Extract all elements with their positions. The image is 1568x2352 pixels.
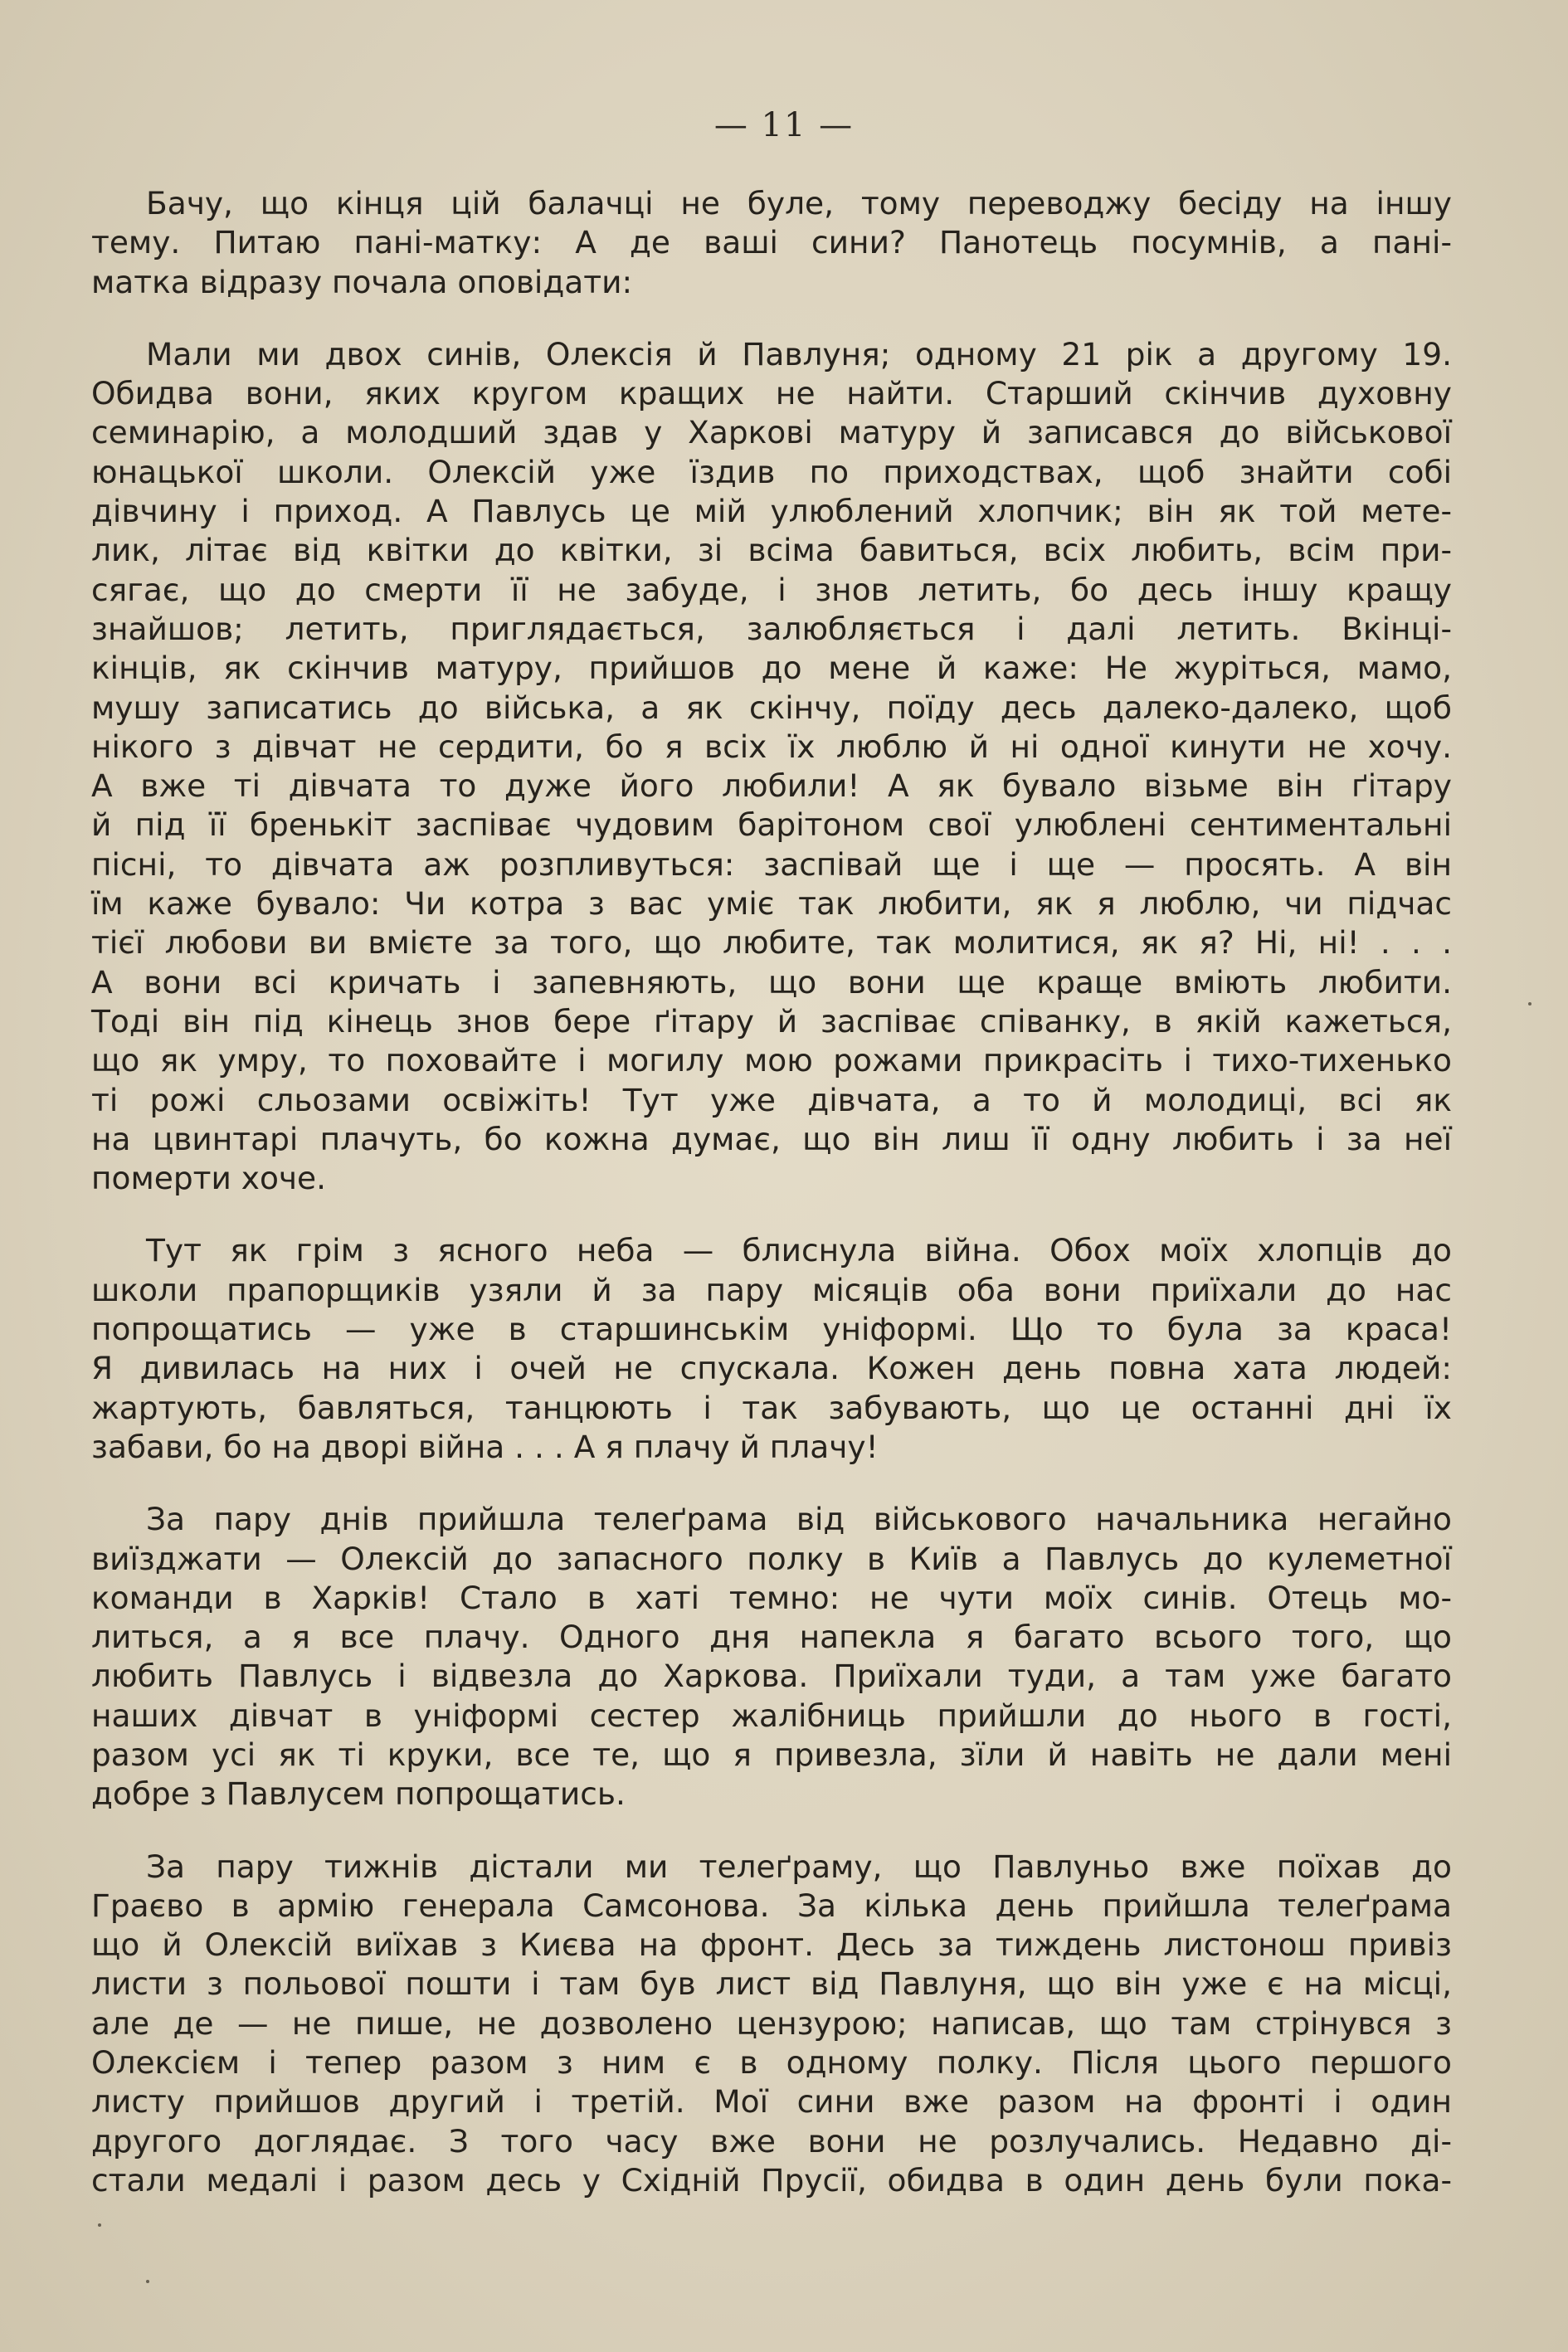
- text-line: Мали ми двох синів, Олексія й Павлуня; одному 21 рік а другому 19.: [146, 335, 1452, 373]
- text-line: Тут як грім з ясного неба — блиснула війна. Обох моїх хлопців до: [146, 1232, 1452, 1269]
- page-number: — 11 —: [713, 106, 855, 144]
- text-line: наших дівчат в уніформі сестер жалібниць прийшли до нього в гості,: [91, 1697, 1452, 1734]
- text-line: що як умру, то поховайте і могилу мою рожами прикрасіть і тихо-тихенько: [91, 1042, 1452, 1079]
- text-line: За пару днів прийшла телеґрама від військового начальника негайно: [146, 1501, 1452, 1538]
- text-line: дівчину і приход. А Павлусь це мій улюблений хлопчик; він як той мете-: [91, 493, 1452, 530]
- paragraph-gap: [91, 1814, 1452, 1848]
- text-line: любить Павлусь і відвезла до Харкова. Приїхали туди, а там уже багато: [91, 1658, 1452, 1695]
- text-line: попрощатись — уже в старшинськім уніформі. Що то була за краса!: [91, 1311, 1452, 1348]
- paragraph-gap: [91, 1467, 1452, 1500]
- text-line: мушу записатись до війська, а як скінчу, поїду десь далеко-далеко, щоб: [91, 689, 1452, 726]
- text-line: Граєво в армію генерала Самсонова. За кілька день прийшла телеґрама: [91, 1887, 1452, 1924]
- text-line: лик, літає від квітки до квітки, зі всіма бавиться, всіх любить, всім при-: [91, 532, 1452, 569]
- text-line: листи з польової пошти і там був лист від Павлуня, що він уже є на місці,: [91, 1965, 1452, 2003]
- paper-speck: [1528, 1002, 1531, 1006]
- text-line: їм каже бувало: Чи котра з вас уміє так любити, як я люблю, чи підчас: [91, 885, 1452, 923]
- text-line: померти хоче.: [91, 1160, 327, 1197]
- text-line: матка відразу почала оповідати:: [91, 263, 633, 300]
- text-line: Олексієм і тепер разом з ним є в одному полку. Після цього першого: [91, 2044, 1452, 2082]
- text-line: забави, бо на дворі війна . . . А я плачу й плачу!: [91, 1428, 879, 1465]
- text-line: сягає, що до смерти її не забуде, і знов летить, бо десь іншу кращу: [91, 571, 1452, 608]
- text-line: виїзджати — Олексій до запасного полку в Київ а Павлусь до кулеметної: [91, 1540, 1452, 1577]
- text-line: Бачу, що кінця цій балачці не буле, тому переводжу бесіду на іншу: [146, 185, 1452, 222]
- paragraph-gap: [91, 302, 1452, 335]
- body-text: [91, 184, 1452, 2200]
- text-line: Я дивилась на них і очей не спускала. Кожен день повна хата людей:: [91, 1350, 1452, 1387]
- paragraph-3: [91, 1231, 1452, 1467]
- text-line: тему. Питаю пані-матку: А де ваші сини? Панотець посумнів, а пані-: [91, 224, 1452, 261]
- text-line: разом усі як ті круки, все те, що я привезла, зїли й навіть не дали мені: [91, 1736, 1452, 1773]
- text-line: ті рожі сльозами освіжіть! Тут уже дівчата, а то й молодиці, всі як: [91, 1081, 1452, 1118]
- text-line: семинарію, а молодший здав у Харкові матуру й записався до військової: [91, 414, 1452, 451]
- text-line: жартують, бавляться, танцюють і так забувають, що це останні дні їх: [91, 1389, 1452, 1426]
- text-line: литься, а я все плачу. Одного дня напекла я багато всього того, що: [91, 1619, 1452, 1656]
- paragraph-gap: [91, 1198, 1452, 1231]
- text-line: пісні, то дівчата аж розпливуться: заспівай ще і ще — просять. А він: [91, 845, 1452, 883]
- text-line: команди в Харків! Стало в хаті темно: не чути моїх синів. Отець мо-: [91, 1579, 1452, 1616]
- paragraph-5: [91, 1848, 1452, 2201]
- text-line: листу прийшов другий і третій. Мої сини вже разом на фронті і один: [91, 2083, 1452, 2121]
- text-line: За пару тижнів дістали ми телеґраму, що Павлуньо вже поїхав до: [146, 1848, 1452, 1885]
- text-line: що й Олексій виїхав з Києва на фронт. Десь за тиждень листонош привіз: [91, 1926, 1452, 1964]
- text-line: тієї любови ви вмієте за того, що любите, так молитися, як я? Ні, ні! . . .: [91, 924, 1452, 962]
- text-line: другого доглядає. З того часу вже вони не розлучались. Недавно ді-: [91, 2122, 1452, 2160]
- paper-speck: [98, 2223, 101, 2227]
- text-line: добре з Павлусем попрощатись.: [91, 1775, 626, 1813]
- paragraph-1: [91, 184, 1452, 302]
- text-line: нікого з дівчат не сердити, бо я всіх їх люблю й ні одної кинути не хочу.: [91, 728, 1452, 765]
- text-line: але де — не пише, не дозволено цензурою; написав, що там стрінувся з: [91, 2004, 1452, 2042]
- text-line: на цвинтарі плачуть, бо кожна думає, що він лиш її одну любить і за неї: [91, 1120, 1452, 1157]
- text-line: Обидва вони, яких кругом кращих не найти. Старший скінчив духовну: [91, 375, 1452, 412]
- text-line: й під її бренькіт заспіває чудовим барітоном свої улюблені сентиментальні: [91, 806, 1452, 844]
- text-line: А вже ті дівчата то дуже його любили! А як бувало візьме він ґітару: [91, 767, 1452, 805]
- paper-speck: [146, 2280, 149, 2283]
- text-line: юнацької школи. Олексій уже їздив по приходствах, щоб знайти собі: [91, 453, 1452, 490]
- text-line: Тоді він під кінець знов бере ґітару й заспіває співанку, в якій кажеться,: [91, 1002, 1452, 1040]
- paragraph-2: [91, 335, 1452, 1199]
- text-line: знайшов; летить, приглядається, залюбляється і далі летить. Вкінці-: [91, 610, 1452, 647]
- paragraph-4: [91, 1500, 1452, 1814]
- text-line: кінців, як скінчив матуру, прийшов до мене й каже: Не журіться, мамо,: [91, 650, 1452, 687]
- text-line: А вони всі кричать і запевняють, що вони ще краще вміють любити.: [91, 963, 1452, 1001]
- text-line: стали медалі і разом десь у Східній Прусії, обидва в один день були пока-: [91, 2161, 1452, 2199]
- text-line: школи прапорщиків узяли й за пару місяців оба вони приїхали до нас: [91, 1271, 1452, 1308]
